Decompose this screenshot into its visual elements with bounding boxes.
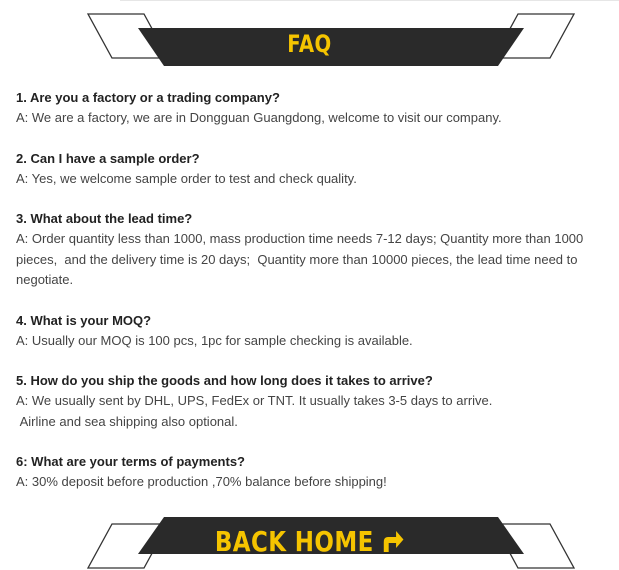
faq-answer: A: Yes, we welcome sample order to test and check quality.	[16, 170, 357, 186]
faq-question: 5. How do you ship the goods and how long does it takes to arrive?	[16, 373, 433, 388]
faq-answer: A: 30% deposit before production ,70% balance before shipping!	[16, 474, 387, 489]
back-home-label: BACK HOME	[214, 524, 374, 558]
faq-title: FAQ	[287, 30, 332, 58]
faq-question: 1. Are you a factory or a trading company?	[16, 90, 280, 105]
top-divider	[120, 0, 619, 1]
faq-answer: A: We usually sent by DHL, UPS, FedEx or TNT. It usually takes 3-5 days to arrive. Airline and sea shipping also optional.	[16, 393, 493, 429]
faq-question: 4. What is your MOQ?	[16, 312, 152, 328]
faq-question: 6: What are your terms of payments?	[16, 454, 245, 469]
faq-item-3	[16, 209, 616, 291]
back-home-content	[214, 525, 404, 558]
faq-list	[16, 88, 616, 513]
faq-item-4	[16, 311, 616, 352]
faq-question: 3. What about the lead time?	[16, 211, 193, 226]
back-home-button[interactable]	[0, 521, 619, 561]
faq-answer: A: Order quantity less than 1000, mass production time needs 7-12 days; Quantity more than 1000 pieces, and the delivery time is 20 days; Quantity more than 10000 pieces, the lead time need to negotiate.	[16, 231, 587, 287]
faq-item-2	[16, 149, 616, 190]
faq-answer: A: We are a factory, we are in Dongguan Guangdong, welcome to visit our company.	[16, 110, 502, 125]
faq-question: 2. Can I have a sample order?	[16, 150, 200, 166]
faq-item-6	[16, 452, 616, 493]
faq-item-5	[16, 371, 616, 432]
arrow-turn-right-icon	[380, 528, 405, 554]
faq-answer: A: Usually our MOQ is 100 pcs, 1pc for sample checking is available.	[16, 332, 413, 348]
faq-item-1	[16, 88, 616, 129]
